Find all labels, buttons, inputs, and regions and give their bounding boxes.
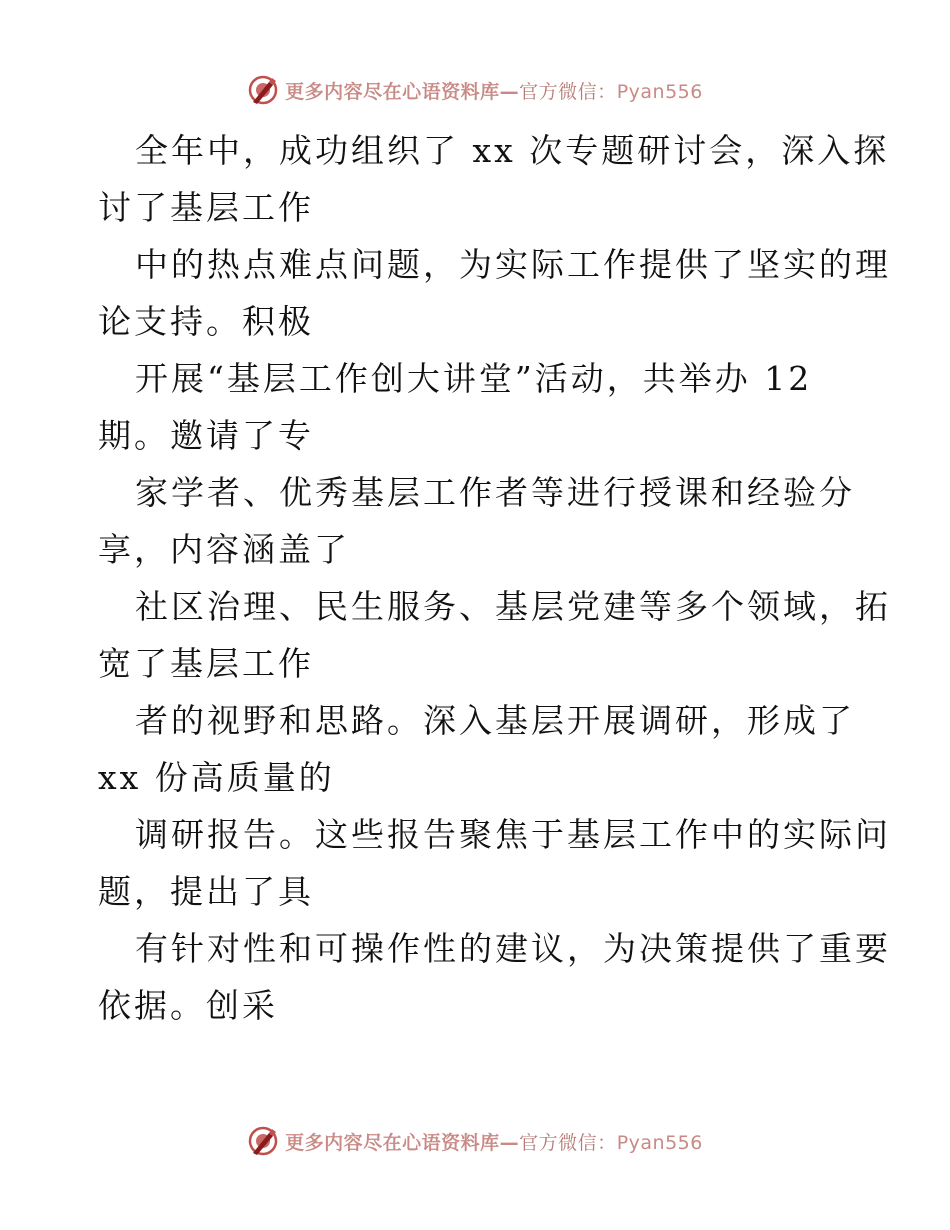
- body-line: xx 份高质量的: [98, 758, 335, 797]
- body-line: 讨了基层工作: [98, 188, 314, 227]
- pen-logo-icon: [247, 1125, 279, 1157]
- document-body: [98, 122, 891, 1034]
- body-line: 论支持。积极: [98, 302, 314, 341]
- body-line: 享，内容涵盖了: [98, 530, 350, 569]
- body-line: 社区治理、民生服务、基层党建等多个领域，拓: [135, 587, 891, 626]
- header-watermark: [0, 73, 950, 107]
- watermark-wechat-id: Pyan556: [616, 1131, 703, 1154]
- body-line: 调研报告。这些报告聚焦于基层工作中的实际问: [135, 815, 891, 854]
- body-line: 家学者、优秀基层工作者等进行授课和经验分: [135, 473, 855, 512]
- body-line: 有针对性和可操作性的建议，为决策提供了重要: [135, 929, 891, 968]
- body-line: 者的视野和思路。深入基层开展调研，形成了: [135, 701, 855, 740]
- watermark-wechat-label: 官方微信：: [519, 80, 617, 103]
- body-line: 中的热点难点问题，为实际工作提供了坚实的理: [135, 245, 891, 284]
- watermark-separator: —: [499, 80, 520, 103]
- pen-logo-icon: [247, 74, 279, 106]
- footer-watermark: [0, 1124, 950, 1158]
- watermark-wechat-id: Pyan556: [616, 80, 703, 103]
- watermark-text: [285, 77, 703, 104]
- watermark-brand: 更多内容尽在心语资料库: [285, 80, 500, 103]
- watermark-text: [285, 1128, 703, 1155]
- watermark-brand: 更多内容尽在心语资料库: [285, 1131, 500, 1154]
- body-line: 全年中，成功组织了 xx 次专题研讨会，深入探: [135, 131, 890, 170]
- watermark-wechat-label: 官方微信：: [519, 1131, 617, 1154]
- body-line: 依据。创采: [98, 986, 278, 1025]
- body-line: 期。邀请了专: [98, 416, 314, 455]
- body-line: 题，提出了具: [98, 872, 314, 911]
- watermark-separator: —: [499, 1131, 520, 1154]
- body-line: 宽了基层工作: [98, 644, 314, 683]
- body-line: 开展“基层工作创大讲堂”活动，共举办 12: [135, 359, 813, 398]
